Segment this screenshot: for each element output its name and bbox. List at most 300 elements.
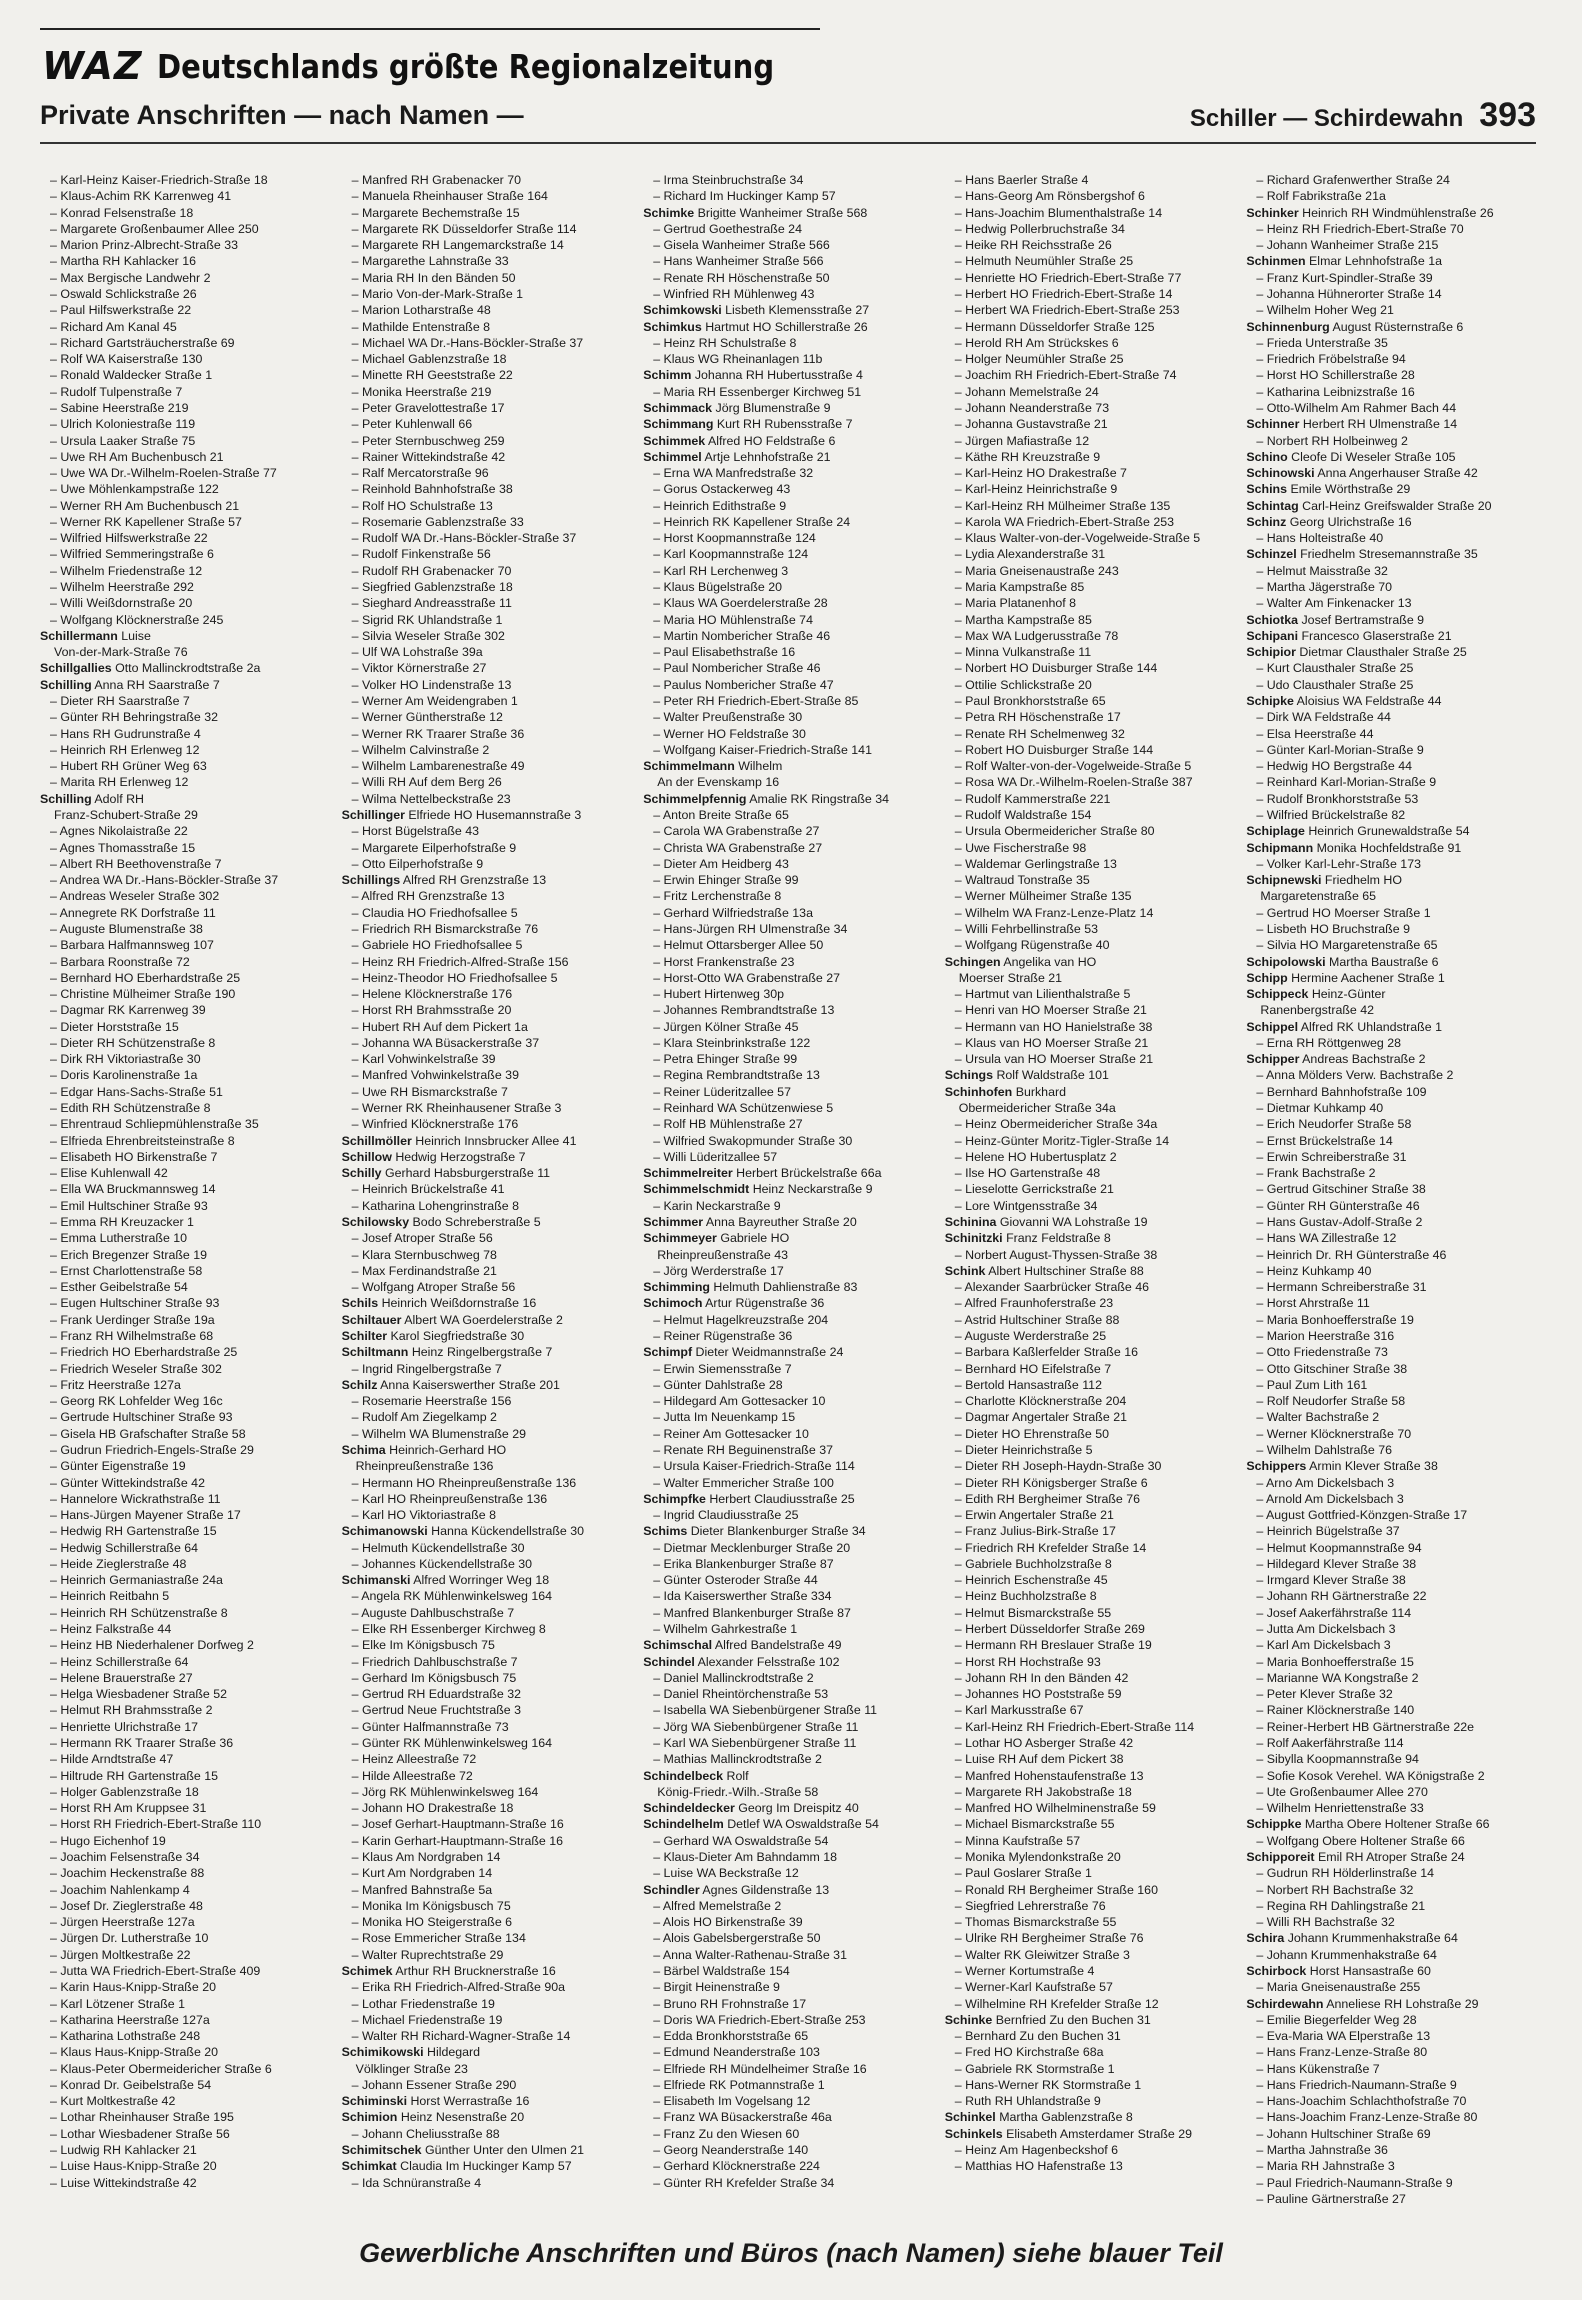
entry-text: Aloisius WA Feldstraße 44 xyxy=(1296,694,1442,708)
listing-entry xyxy=(643,1670,937,1686)
listing-entry xyxy=(945,758,1239,774)
listing-entry xyxy=(1246,1979,1540,1995)
entry-text: Jürgen Moltkestraße 22 xyxy=(60,1947,191,1962)
entry-text: Elsa Heerstraße 44 xyxy=(1266,726,1374,741)
entry-text: Herbert Brückelstraße 66a xyxy=(736,1166,882,1181)
listing-entry xyxy=(342,905,636,921)
entry-text: Lore Wintgensstraße 34 xyxy=(965,1198,1098,1213)
entry-text: Helmuth Neumühler Straße 25 xyxy=(965,254,1134,269)
listing-entry xyxy=(1246,302,1540,318)
listing-entry xyxy=(342,709,636,725)
surname: Schimmel xyxy=(643,449,702,464)
listing-entry xyxy=(40,1442,334,1458)
listing-entry xyxy=(40,1751,334,1767)
listing-entry xyxy=(643,1312,937,1328)
listing-entry xyxy=(1246,1784,1540,1800)
entry-text: Wilhelm WA Blumenstraße 29 xyxy=(361,1426,527,1441)
listing-entry xyxy=(342,1067,636,1083)
listing-entry xyxy=(342,1507,636,1523)
listing-entry xyxy=(40,1035,334,1051)
entry-text: Margarete Großenbaumer Allee 250 xyxy=(60,221,259,236)
entry-text: Alfred HO Feldstraße 6 xyxy=(707,433,836,448)
surname: Schillmöller xyxy=(341,1133,412,1148)
surname-entry xyxy=(1246,481,1540,497)
listing-entry xyxy=(945,1295,1239,1311)
entry-text: Heinrich Innsbrucker Allee 41 xyxy=(415,1133,577,1148)
listing-entry xyxy=(1246,2142,1540,2158)
entry-text: Holger Neumühler Straße 25 xyxy=(965,352,1124,367)
surname: Schils xyxy=(341,1296,379,1311)
entry-text: Horst Ahrstraße 11 xyxy=(1266,1296,1370,1311)
surname: Schimpfke xyxy=(643,1491,706,1506)
entry-text: Fritz Lerchenstraße 8 xyxy=(663,889,782,904)
listing-entry xyxy=(945,1768,1239,1784)
surname: Schirbock xyxy=(1246,1963,1307,1978)
listing-entry xyxy=(342,1882,636,1898)
entry-text: Auguste Blumenstraße 38 xyxy=(59,921,203,936)
entry-text: Doris WA Friedrich-Ebert-Straße 253 xyxy=(663,2012,866,2027)
surname-entry xyxy=(643,1768,937,1784)
listing-entry xyxy=(1246,1686,1540,1702)
listing-entry xyxy=(1246,1588,1540,1604)
entry-text: Herbert Düsseldorfer Straße 269 xyxy=(965,1622,1145,1637)
surname: Schink xyxy=(944,1263,986,1278)
entry-text: Reinhard WA Schützenwiese 5 xyxy=(663,1101,834,1116)
surname: Schinzel xyxy=(1246,547,1297,562)
listing-entry xyxy=(342,921,636,937)
entry-text: Manfred Vohwinkelstraße 39 xyxy=(361,1068,519,1083)
surname: Schiminski xyxy=(341,2094,408,2109)
listing-entry xyxy=(342,433,636,449)
entry-text: Elke RH Essenberger Kirchweg 8 xyxy=(361,1622,546,1637)
surname-entry xyxy=(643,1523,937,1539)
entry-text: Katharina Leibnizstraße 16 xyxy=(1266,384,1415,399)
listing-entry xyxy=(643,1898,937,1914)
entry-text: Richard Im Huckinger Kamp 57 xyxy=(663,189,836,204)
entry-text: Elisabeth Im Vogelsang 12 xyxy=(663,2094,811,2109)
entry-text: Heinz Ringelbergstraße 7 xyxy=(411,1345,553,1360)
entry-text: Hans-Werner RK Stormstraße 1 xyxy=(965,2077,1142,2092)
brand-tagline: Deutschlands größte Regionalzeitung xyxy=(156,46,774,86)
surname-entry xyxy=(643,416,937,432)
entry-text: Bruno RH Frohnstraße 17 xyxy=(663,1996,807,2011)
surname-entry xyxy=(945,1214,1239,1230)
entry-text: Hans-Jürgen RH Ulmenstraße 34 xyxy=(663,921,848,936)
entry-text: Dirk RH Viktoriastraße 30 xyxy=(60,1052,201,1067)
listing-entry xyxy=(40,1344,334,1360)
entry-text: Willi Lüderitzallee 57 xyxy=(663,1149,778,1164)
entry-text: Anna RH Saarstraße 7 xyxy=(94,677,220,692)
entry-text: Hans WA Zillestraße 12 xyxy=(1266,1231,1397,1246)
listing-entry xyxy=(1246,726,1540,742)
listing-entry xyxy=(643,465,937,481)
entry-text: Minna Kaufstraße 57 xyxy=(965,1833,1081,1848)
entry-text: Hans-Jürgen Mayener Straße 17 xyxy=(60,1508,241,1523)
listing-entry xyxy=(1246,856,1540,872)
entry-text: Oswald Schlickstraße 26 xyxy=(60,286,197,301)
entry-text: Rolf WA Kaiserstraße 130 xyxy=(60,352,203,367)
entry-text: Heinz Alleestraße 72 xyxy=(361,1752,477,1767)
entry-text: Karl-Heinz RH Mülheimer Straße 135 xyxy=(965,498,1171,513)
listing-entry xyxy=(643,840,937,856)
listing-entry xyxy=(40,172,334,188)
entry-text: Ernst Brückelstraße 14 xyxy=(1266,1133,1393,1148)
entry-text: Friedrich RH Bismarckstraße 76 xyxy=(361,921,539,936)
listing-entry xyxy=(945,1833,1239,1849)
listing-entry xyxy=(1246,384,1540,400)
surname-entry xyxy=(945,1067,1239,1083)
entry-text: Rudolf RH Grabenacker 70 xyxy=(361,563,512,578)
entry-text: Agnes Nikolaistraße 22 xyxy=(59,824,188,839)
entry-text: Francesco Glaserstraße 21 xyxy=(1301,628,1452,643)
listing-entry xyxy=(643,823,937,839)
surname: Schinina xyxy=(944,1215,997,1229)
surname-entry xyxy=(643,1279,937,1295)
surname-entry xyxy=(1246,465,1540,481)
listing-entry xyxy=(342,465,636,481)
listing-entry xyxy=(945,172,1239,188)
surname: Schimkat xyxy=(341,2159,397,2174)
entry-text: Reiner-Herbert HB Gärtnerstraße 22e xyxy=(1266,1719,1474,1734)
entry-text: Brigitte Wanheimer Straße 568 xyxy=(697,205,868,220)
listing-entry xyxy=(643,1035,937,1051)
entry-text: Johann Krummenhakstraße 64 xyxy=(1266,1947,1437,1962)
listing-entry xyxy=(643,1019,937,1035)
entry-text: Heinrich Dr. RH Günterstraße 46 xyxy=(1266,1247,1447,1262)
entry-text: Silvia Weseler Straße 302 xyxy=(361,628,505,643)
entry-text: August Rüsternstraße 6 xyxy=(1332,319,1464,334)
entry-text: Michael Friedenstraße 19 xyxy=(361,2012,503,2027)
surname-entry xyxy=(1246,1996,1540,2012)
entry-text: Karl-Heinz Heinrichstraße 9 xyxy=(965,482,1118,497)
entry-text: Bertold Hansastraße 112 xyxy=(965,1377,1102,1392)
entry-text: Heinz Falkstraße 44 xyxy=(60,1622,172,1637)
entry-text: Friedrich Fröbelstraße 94 xyxy=(1266,352,1406,367)
listing-entry xyxy=(1246,1230,1540,1246)
listing-entry xyxy=(40,2028,334,2044)
listing-entry xyxy=(643,2093,937,2109)
entry-text: Heinz Kuhkamp 40 xyxy=(1266,1263,1372,1278)
entry-text: Horst RH Brahmsstraße 20 xyxy=(361,1003,512,1018)
entry-text: Karl-Heinz Kaiser-Friedrich-Straße 18 xyxy=(60,173,268,187)
surname: Schilz xyxy=(341,1377,378,1392)
entry-text: Helmut Hagelkreuzstraße 204 xyxy=(663,1312,829,1327)
entry-text: Johann Neanderstraße 73 xyxy=(965,400,1110,415)
listing-entry xyxy=(40,1198,334,1214)
entry-text: Regina RH Dahlingstraße 21 xyxy=(1266,1898,1426,1913)
entry-text: Hilde Arndtstraße 47 xyxy=(60,1752,174,1767)
listing-entry xyxy=(945,1442,1239,1458)
entry-text: Alfred Worringer Weg 18 xyxy=(413,1573,550,1588)
listing-entry xyxy=(945,1686,1239,1702)
entry-text: Günter Osteroder Straße 44 xyxy=(663,1573,818,1588)
listing-entry xyxy=(342,1670,636,1686)
entry-text: Erwin Angertaler Straße 21 xyxy=(965,1508,1114,1523)
listing-entry xyxy=(945,2061,1239,2077)
entry-text: Bernhard HO Eifelstraße 7 xyxy=(965,1361,1112,1376)
surname-entry xyxy=(1246,1930,1540,1946)
listing-entry xyxy=(342,1654,636,1670)
entry-text: Maria RH Jahnstraße 3 xyxy=(1266,2159,1395,2174)
entry-text: Hildegard Klever Straße 38 xyxy=(1266,1556,1417,1571)
entry-text: Jörg WA Siebenbürgener Straße 11 xyxy=(663,1719,859,1734)
entry-text: Heinrich Germaniastraße 24a xyxy=(60,1573,223,1588)
listing-entry xyxy=(1246,1947,1540,1963)
entry-text: Jutta WA Friedrich-Ebert-Straße 409 xyxy=(60,1963,261,1978)
entry-text: Klaus WA Goerdelerstraße 28 xyxy=(663,596,828,611)
listing-entry xyxy=(1246,1084,1540,1100)
surname-entry xyxy=(40,660,334,676)
surname: Schipper xyxy=(1246,1052,1300,1067)
surname: Schindelbeck xyxy=(643,1768,724,1783)
entry-text: Lothar HO Asberger Straße 42 xyxy=(965,1736,1134,1750)
listing-entry xyxy=(945,1361,1239,1377)
listing-column-4 xyxy=(945,172,1239,2222)
listing-entry xyxy=(342,1230,636,1246)
entry-text: Max Bergische Landwehr 2 xyxy=(60,270,211,285)
listing-entry xyxy=(945,319,1239,335)
entry-text: Irmgard Klever Straße 38 xyxy=(1266,1573,1406,1588)
entry-text: Maria Gneisenaustraße 243 xyxy=(965,563,1119,578)
entry-text: Friedhelm HO xyxy=(1324,873,1403,888)
listing-entry xyxy=(342,1702,636,1718)
listing-entry xyxy=(342,481,636,497)
entry-text: Hartmut van Lilienthalstraße 5 xyxy=(965,987,1131,1002)
entry-text: Alfred Fraunhoferstraße 23 xyxy=(964,1296,1114,1311)
entry-text: Wolfgang Obere Holtener Straße 66 xyxy=(1266,1833,1465,1848)
listing-entry xyxy=(342,1621,636,1637)
entry-text: Ronald RH Bergheimer Straße 160 xyxy=(965,1882,1158,1897)
listing-entry xyxy=(40,1507,334,1523)
entry-text: Werner-Karl Kaufstraße 57 xyxy=(965,1980,1113,1995)
listing-entry xyxy=(1246,937,1540,953)
surname: Schiplage xyxy=(1246,824,1305,839)
surname: Schimmelreiter xyxy=(643,1166,733,1181)
listing-entry xyxy=(40,384,334,400)
listing-entry xyxy=(643,2142,937,2158)
entry-text: Wilhelm WA Franz-Lenze-Platz 14 xyxy=(965,905,1154,920)
entry-text: Ulrich Koloniestraße 119 xyxy=(60,417,196,432)
entry-text: Günter Halfmannstraße 73 xyxy=(361,1719,509,1734)
entry-text: Werner Am Weidengraben 1 xyxy=(361,694,518,708)
listing-entry xyxy=(40,2126,334,2142)
listing-entry xyxy=(40,1067,334,1083)
listing-entry xyxy=(1246,563,1540,579)
entry-text: Elfriede HO Husemannstraße 3 xyxy=(408,807,582,822)
entry-text: Klaus Haus-Knipp-Straße 20 xyxy=(60,2045,219,2060)
surname-entry xyxy=(342,1312,636,1328)
entry-text: Franz Kurt-Spindler-Straße 39 xyxy=(1266,270,1433,285)
listing-entry xyxy=(342,2077,636,2093)
entry-text: Walter RH Richard-Wagner-Straße 14 xyxy=(361,2029,571,2044)
entry-text: Paul Elisabethstraße 16 xyxy=(663,645,796,660)
surname-entry xyxy=(342,807,636,823)
listing-entry xyxy=(945,1165,1239,1181)
listing-entry xyxy=(342,1181,636,1197)
entry-text: Regina Rembrandtstraße 13 xyxy=(663,1068,820,1083)
entry-text: Peter Gravelottestraße 17 xyxy=(361,400,505,415)
surname-entry xyxy=(1246,628,1540,644)
entry-text: Josef Bertramstraße 9 xyxy=(1301,612,1425,627)
entry-text: Manfred HO Wilhelminenstraße 59 xyxy=(965,1801,1156,1816)
entry-text: Dieter RH Saarstraße 7 xyxy=(60,694,190,708)
entry-text: Walter RK Gleiwitzer Straße 3 xyxy=(965,1947,1130,1962)
listing-entry xyxy=(1246,1865,1540,1881)
surname-entry xyxy=(945,1230,1239,1246)
entry-text: Karl Koopmannstraße 124 xyxy=(663,547,809,562)
entry-text: Petra RH Höschenstraße 17 xyxy=(965,710,1121,725)
surname: Schipp xyxy=(1246,970,1288,985)
surname-entry xyxy=(342,1328,636,1344)
entry-text: Manfred Bahnstraße 5a xyxy=(361,1882,493,1897)
surname: Schinkel xyxy=(944,2110,996,2125)
listing-entry xyxy=(342,579,636,595)
entry-text: Karin Neckarstraße 9 xyxy=(663,1198,781,1213)
listing-entry xyxy=(643,1149,937,1165)
surname: Schintag xyxy=(1246,498,1299,513)
entry-text: Martha Jahnstraße 36 xyxy=(1266,2143,1388,2158)
entry-text: Willi Fehrbellinstraße 53 xyxy=(965,921,1099,936)
listing-entry xyxy=(1246,1263,1540,1279)
entry-text: Karl RH Lerchenweg 3 xyxy=(663,563,789,578)
listing-entry xyxy=(342,1768,636,1784)
entry-text: Heinrich Grunewaldstraße 54 xyxy=(1308,824,1470,839)
entry-text: Emma RH Kreuzacker 1 xyxy=(60,1215,194,1229)
listing-entry xyxy=(945,367,1239,383)
listing-entry xyxy=(40,1947,334,1963)
entry-text: Paul Goslarer Straße 1 xyxy=(965,1866,1092,1881)
entry-text: Karl-Heinz HO Drakestraße 7 xyxy=(965,466,1127,481)
listing-entry xyxy=(342,302,636,318)
entry-text: Marion Prinz-Albrecht-Straße 33 xyxy=(60,238,239,253)
page-header-right xyxy=(1190,96,1536,135)
entry-text: Hans RH Gudrunstraße 4 xyxy=(60,726,201,741)
entry-text: Frank Uerdinger Straße 19a xyxy=(60,1312,215,1327)
listing-entry xyxy=(1246,1719,1540,1735)
listing-entry xyxy=(945,1572,1239,1588)
listing-entry xyxy=(945,986,1239,1002)
listing-entry xyxy=(40,1800,334,1816)
entry-text: Otto-Wilhelm Am Rahmer Bach 44 xyxy=(1266,400,1457,415)
listing-entry xyxy=(342,1784,636,1800)
entry-text: Ranenbergstraße 42 xyxy=(1260,1003,1375,1018)
surname: Schimmelpfennig xyxy=(643,791,747,806)
entry-text: Klaus van HO Moerser Straße 21 xyxy=(965,1035,1149,1050)
entry-text: Günter RH Behringstraße 32 xyxy=(60,710,219,725)
listing-entry xyxy=(1246,1328,1540,1344)
entry-text: Friedhelm Stresemannstraße 35 xyxy=(1300,547,1478,562)
listing-entry xyxy=(342,693,636,709)
listing-entry xyxy=(945,1882,1239,1898)
entry-text: Margaretenstraße 65 xyxy=(1260,889,1377,904)
entry-text: Jürgen Dr. Lutherstraße 10 xyxy=(60,1931,209,1946)
listing-entry xyxy=(1246,1475,1540,1491)
listing-entry xyxy=(342,986,636,1002)
listing-entry xyxy=(40,709,334,725)
listing-entry xyxy=(40,253,334,269)
listing-entry xyxy=(643,921,937,937)
entry-text: Klara Steinbrinkstraße 122 xyxy=(663,1035,811,1050)
entry-text: Karola WA Friedrich-Ebert-Straße 253 xyxy=(965,514,1175,529)
entry-text: Konrad Dr. Geibelstraße 54 xyxy=(60,2077,212,2092)
listing-entry xyxy=(945,807,1239,823)
entry-text: Bärbel Waldstraße 154 xyxy=(663,1963,790,1978)
entry-text: Heinz Schillerstraße 64 xyxy=(60,1654,189,1669)
surname-entry xyxy=(643,319,937,335)
entry-text: Ursula Obermeidericher Straße 80 xyxy=(965,824,1155,839)
entry-text: Günter Karl-Morian-Straße 9 xyxy=(1266,742,1424,757)
surname: Schipior xyxy=(1246,645,1296,660)
listing-entry xyxy=(342,1898,636,1914)
entry-text: Monika Mylendonkstraße 20 xyxy=(965,1849,1121,1864)
entry-text: Gertrud Goethestraße 24 xyxy=(663,221,802,236)
listing-entry xyxy=(643,1067,937,1083)
listing-entry xyxy=(945,677,1239,693)
entry-text: Erwin Siemensstraße 7 xyxy=(663,1361,792,1376)
entry-text: Heinrich-Gerhard HO xyxy=(389,1442,507,1457)
entry-continuation xyxy=(40,807,334,823)
entry-text: Ralf Mercatorstraße 96 xyxy=(361,466,489,481)
entry-text: Alfred Memelstraße 2 xyxy=(662,1898,782,1913)
surname: Schinnenburg xyxy=(1246,319,1330,334)
entry-text: Alois Gabelsbergerstraße 50 xyxy=(662,1931,821,1946)
entry-text: Albert Hultschiner Straße 88 xyxy=(988,1263,1144,1278)
entry-text: Ludwig RH Kahlacker 21 xyxy=(60,2143,197,2158)
entry-text: Dirk WA Feldstraße 44 xyxy=(1266,710,1391,725)
listing-entry xyxy=(945,660,1239,676)
entry-text: Max WA Ludgerusstraße 78 xyxy=(965,628,1119,643)
listing-entry xyxy=(40,595,334,611)
surname: Schimke xyxy=(643,205,695,220)
entry-text: Franz Feldstraße 8 xyxy=(1006,1231,1111,1246)
entry-text: Bernhard Bahnhofstraße 109 xyxy=(1266,1084,1427,1099)
entry-text: Claudia HO Friedhofsallee 5 xyxy=(361,905,518,920)
surname: Schimm xyxy=(643,368,692,383)
entry-text: Peter Sternbuschweg 259 xyxy=(361,433,505,448)
surname-entry xyxy=(1246,498,1540,514)
entry-text: Maria Gneisenaustraße 255 xyxy=(1266,1980,1421,1995)
listing-entry xyxy=(643,286,937,302)
entry-text: Günter RH Krefelder Straße 34 xyxy=(663,2175,835,2190)
listing-entry xyxy=(643,2028,937,2044)
entry-text: Esther Geibelstraße 54 xyxy=(60,1280,188,1295)
listing-entry xyxy=(40,1458,334,1474)
entry-text: Ronald Waldecker Straße 1 xyxy=(60,368,213,383)
entry-text: Karin Haus-Knipp-Straße 20 xyxy=(60,1980,216,1995)
entry-text: Lydia Alexanderstraße 31 xyxy=(965,547,1106,562)
entry-text: Maria Bonhoefferstraße 19 xyxy=(1266,1312,1414,1327)
listing-entry xyxy=(342,1637,636,1653)
surname: Schimmeyer xyxy=(643,1231,717,1246)
entry-text: Siegfried Lehrerstraße 76 xyxy=(965,1898,1106,1913)
entry-text: Rolf Waldstraße 101 xyxy=(996,1068,1109,1083)
entry-text: Heinrich RH Erlenweg 12 xyxy=(60,742,200,757)
listing-entry xyxy=(643,986,937,1002)
listing-entry xyxy=(1246,807,1540,823)
entry-text: Gabriele RK Stormstraße 1 xyxy=(965,2061,1115,2076)
surname: Schimmer xyxy=(643,1215,704,1229)
entry-continuation xyxy=(643,774,937,790)
entry-text: Dieter Blankenburger Straße 34 xyxy=(690,1524,866,1539)
listing-entry xyxy=(1246,400,1540,416)
entry-text: Johann Cheliusstraße 88 xyxy=(361,2126,500,2141)
entry-text: Andreas Bachstraße 2 xyxy=(1302,1052,1426,1067)
masthead xyxy=(42,40,858,92)
entry-text: Hans-Joachim Franz-Lenze-Straße 80 xyxy=(1266,2110,1478,2125)
listing-entry xyxy=(643,1084,937,1100)
entry-text: Margarete RH Jakobstraße 18 xyxy=(965,1784,1132,1799)
entry-text: Agnes Gildenstraße 13 xyxy=(702,1882,830,1897)
